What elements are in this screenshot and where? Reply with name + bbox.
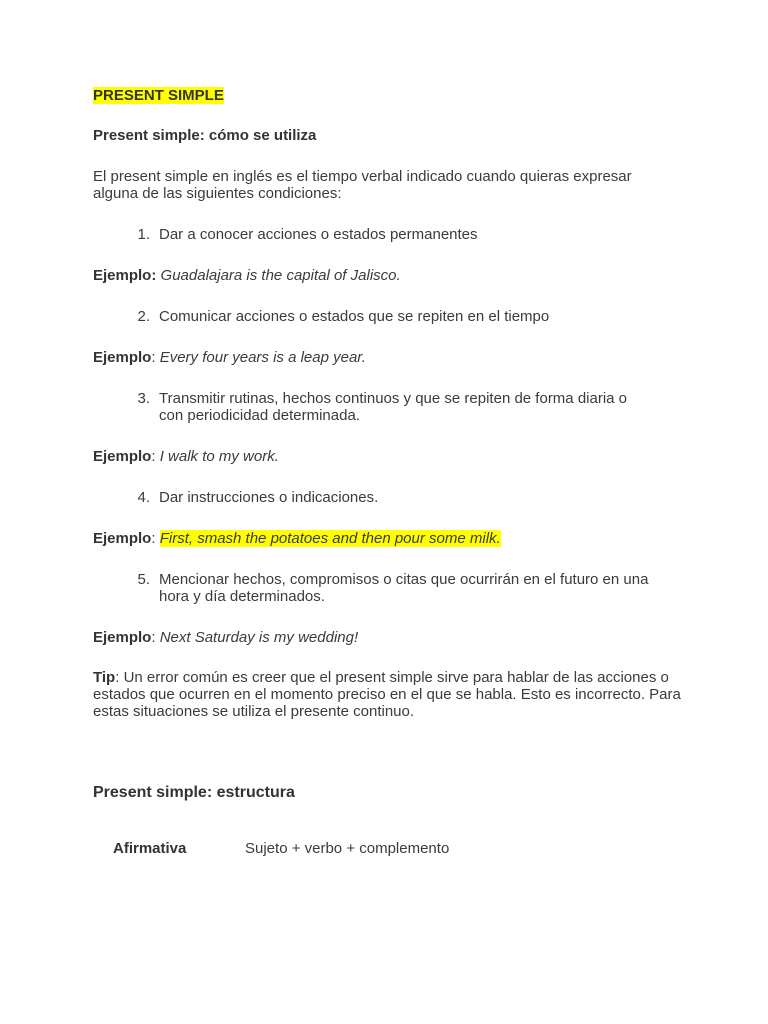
example-line: Ejemplo: First, smash the potatoes and then pour some milk.: [93, 530, 501, 547]
list-item-text: Mencionar hechos, compromisos o citas que ocurrirán en el futuro en una hora y día determinados.: [159, 571, 649, 605]
example-text: Every four years is a leap year.: [159, 349, 366, 366]
tip-text: : Un error común es creer que el present simple sirve para hablar de las acciones o estados que ocurren en el momento preciso en el que se habla. Esto es incorrecto. Para estas situaciones se utiliza el presente continuo.: [93, 669, 681, 720]
example-text-highlighted: First, smash the potatoes and then pour some milk.: [159, 530, 501, 547]
section-heading-structure: Present simple: estructura: [93, 784, 295, 801]
example-label: Ejemplo: [93, 629, 152, 646]
structure-label: Afirmativa: [113, 840, 187, 857]
document-title: [93, 87, 683, 104]
section-heading-use: Present simple: cómo se utiliza: [93, 127, 317, 144]
list-item-number: 1.: [137, 226, 150, 243]
example-text: I walk to my work.: [159, 448, 279, 465]
list-item-text: Transmitir rutinas, hechos continuos y que se repiten de forma diaria o con periodicidad determinada.: [159, 390, 628, 424]
intro-paragraph: El present simple en inglés es el tiempo verbal indicado cuando quieras expresar alguna de las siguientes condiciones:: [93, 168, 632, 202]
list-item-number: 4.: [137, 489, 150, 506]
example-text: Guadalajara is the capital of Jalisco.: [160, 267, 401, 284]
example-label: Ejemplo: [93, 349, 152, 366]
example-label: Ejemplo: [93, 267, 152, 284]
example-line: Ejemplo: Guadalajara is the capital of Jalisco.: [93, 267, 401, 284]
list-item-number: 2.: [137, 308, 150, 325]
title-highlight: PRESENT SIMPLE: [93, 87, 224, 104]
tip-paragraph: [93, 669, 683, 720]
tip-label: Tip: [93, 669, 116, 686]
example-line: Ejemplo: I walk to my work.: [93, 448, 279, 465]
example-line: Ejemplo: Next Saturday is my wedding!: [93, 629, 359, 646]
example-text: Next Saturday is my wedding!: [159, 629, 359, 646]
example-label: Ejemplo: [93, 448, 152, 465]
list-item-number: 3.: [137, 390, 150, 407]
list-item-number: 5.: [137, 571, 150, 588]
example-label: Ejemplo: [93, 530, 152, 547]
list-item-text: Dar instrucciones o indicaciones.: [159, 489, 379, 506]
example-line: Ejemplo: Every four years is a leap year.: [93, 349, 366, 366]
structure-value: Sujeto + verbo + complemento: [245, 840, 450, 857]
list-item-text: Comunicar acciones o estados que se repiten en el tiempo: [159, 308, 550, 325]
list-item-text: Dar a conocer acciones o estados permanentes: [159, 226, 478, 243]
